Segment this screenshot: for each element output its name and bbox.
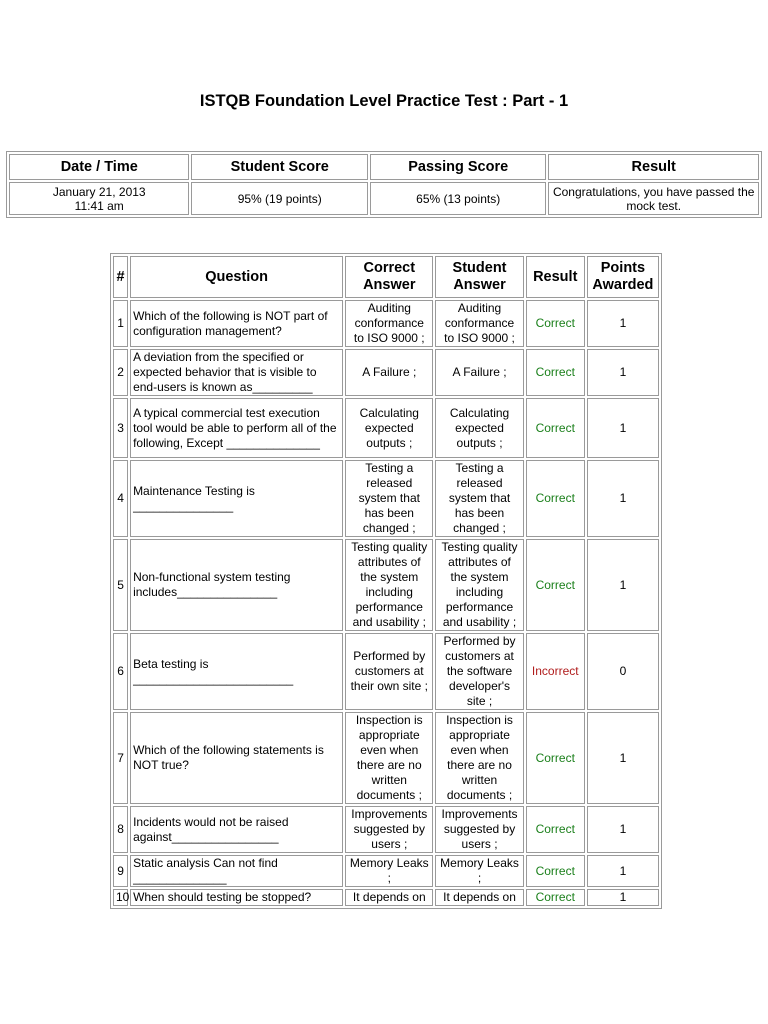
header-result: Result <box>548 154 759 180</box>
summary-table <box>6 151 762 218</box>
student-answer: Memory Leaks ; <box>435 855 523 887</box>
points-awarded: 1 <box>587 349 659 396</box>
table-row <box>113 712 659 804</box>
result-badge: Correct <box>526 349 585 396</box>
question-text: Incidents would not be raised against________________ <box>130 806 343 853</box>
summary-row <box>9 182 759 215</box>
row-number: 10 <box>113 889 128 906</box>
question-text: Static analysis Can not find ______________ <box>130 855 343 887</box>
passing-score-value: 65% (13 points) <box>370 182 546 215</box>
student-answer: Calculating expected outputs ; <box>435 398 523 458</box>
header-passing-score: Passing Score <box>370 154 546 180</box>
date-value: January 21, 2013 <box>52 184 146 199</box>
correct-answer: Testing a released system that has been changed ; <box>345 460 433 537</box>
student-answer: Testing quality attributes of the system including performance and usability ; <box>435 539 523 631</box>
row-number: 9 <box>113 855 128 887</box>
row-number: 5 <box>113 539 128 631</box>
question-text: Maintenance Testing is _______________ <box>130 460 343 537</box>
question-text: When should testing be stopped? <box>130 889 343 906</box>
summary-header-row <box>9 154 759 180</box>
header-student-score: Student Score <box>191 154 367 180</box>
table-row <box>113 460 659 537</box>
result-badge: Correct <box>526 398 585 458</box>
points-awarded: 1 <box>587 539 659 631</box>
question-text: Which of the following statements is NOT true? <box>130 712 343 804</box>
header-date-time: Date / Time <box>9 154 189 180</box>
correct-answer: Performed by customers at their own site ; <box>345 633 433 710</box>
table-row <box>113 806 659 853</box>
correct-answer: Calculating expected outputs ; <box>345 398 433 458</box>
points-awarded: 1 <box>587 398 659 458</box>
points-awarded: 1 <box>587 712 659 804</box>
row-number: 2 <box>113 349 128 396</box>
points-awarded: 1 <box>587 460 659 537</box>
student-answer: Auditing conformance to ISO 9000 ; <box>435 300 523 347</box>
header-points-awarded: Points Awarded <box>587 256 659 298</box>
result-badge: Correct <box>526 712 585 804</box>
student-answer: It depends on <box>435 889 523 906</box>
correct-answer: Improvements suggested by users ; <box>345 806 433 853</box>
correct-answer: Inspection is appropriate even when there are no written documents ; <box>345 712 433 804</box>
row-number: 8 <box>113 806 128 853</box>
table-row <box>113 539 659 631</box>
questions-table <box>110 253 662 909</box>
question-text: A typical commercial test execution tool would be able to perform all of the following, Except ______________ <box>130 398 343 458</box>
result-badge: Correct <box>526 855 585 887</box>
header-student-answer: Student Answer <box>435 256 523 298</box>
result-badge: Correct <box>526 300 585 347</box>
header-correct-answer: Correct Answer <box>345 256 433 298</box>
result-badge: Incorrect <box>526 633 585 710</box>
result-badge: Correct <box>526 806 585 853</box>
row-number: 6 <box>113 633 128 710</box>
question-text: Beta testing is ________________________ <box>130 633 343 710</box>
row-number: 4 <box>113 460 128 537</box>
correct-answer: Memory Leaks ; <box>345 855 433 887</box>
points-awarded: 1 <box>587 806 659 853</box>
student-answer: Improvements suggested by users ; <box>435 806 523 853</box>
header-question: Question <box>130 256 343 298</box>
table-row <box>113 349 659 396</box>
points-awarded: 1 <box>587 855 659 887</box>
student-score-value: 95% (19 points) <box>191 182 367 215</box>
points-awarded: 0 <box>587 633 659 710</box>
table-row <box>113 855 659 887</box>
table-row <box>113 398 659 458</box>
header-num: # <box>113 256 128 298</box>
student-answer: A Failure ; <box>435 349 523 396</box>
time-value: 11:41 am <box>74 198 124 213</box>
row-number: 1 <box>113 300 128 347</box>
correct-answer: A Failure ; <box>345 349 433 396</box>
student-answer: Testing a released system that has been changed ; <box>435 460 523 537</box>
table-row <box>113 300 659 347</box>
row-number: 3 <box>113 398 128 458</box>
header-result: Result <box>526 256 585 298</box>
result-value: Congratulations, you have passed the mock test. <box>548 182 759 215</box>
result-badge: Correct <box>526 460 585 537</box>
student-answer: Inspection is appropriate even when there are no written documents ; <box>435 712 523 804</box>
question-text: A deviation from the specified or expected behavior that is visible to end-users is known as_________ <box>130 349 343 396</box>
result-badge: Correct <box>526 889 585 906</box>
date-time-cell <box>9 182 189 215</box>
points-awarded: 1 <box>587 300 659 347</box>
correct-answer: It depends on <box>345 889 433 906</box>
correct-answer: Auditing conformance to ISO 9000 ; <box>345 300 433 347</box>
table-row <box>113 633 659 710</box>
page-title: ISTQB Foundation Level Practice Test : Part - 1 <box>199 92 569 110</box>
student-answer: Performed by customers at the software developer's site ; <box>435 633 523 710</box>
questions-table-body <box>113 300 659 906</box>
correct-answer: Testing quality attributes of the system including performance and usability ; <box>345 539 433 631</box>
result-badge: Correct <box>526 539 585 631</box>
questions-header-row <box>113 256 659 298</box>
table-row <box>113 889 659 906</box>
question-text: Non-functional system testing includes_______________ <box>130 539 343 631</box>
question-text: Which of the following is NOT part of configuration management? <box>130 300 343 347</box>
points-awarded: 1 <box>587 889 659 906</box>
row-number: 7 <box>113 712 128 804</box>
